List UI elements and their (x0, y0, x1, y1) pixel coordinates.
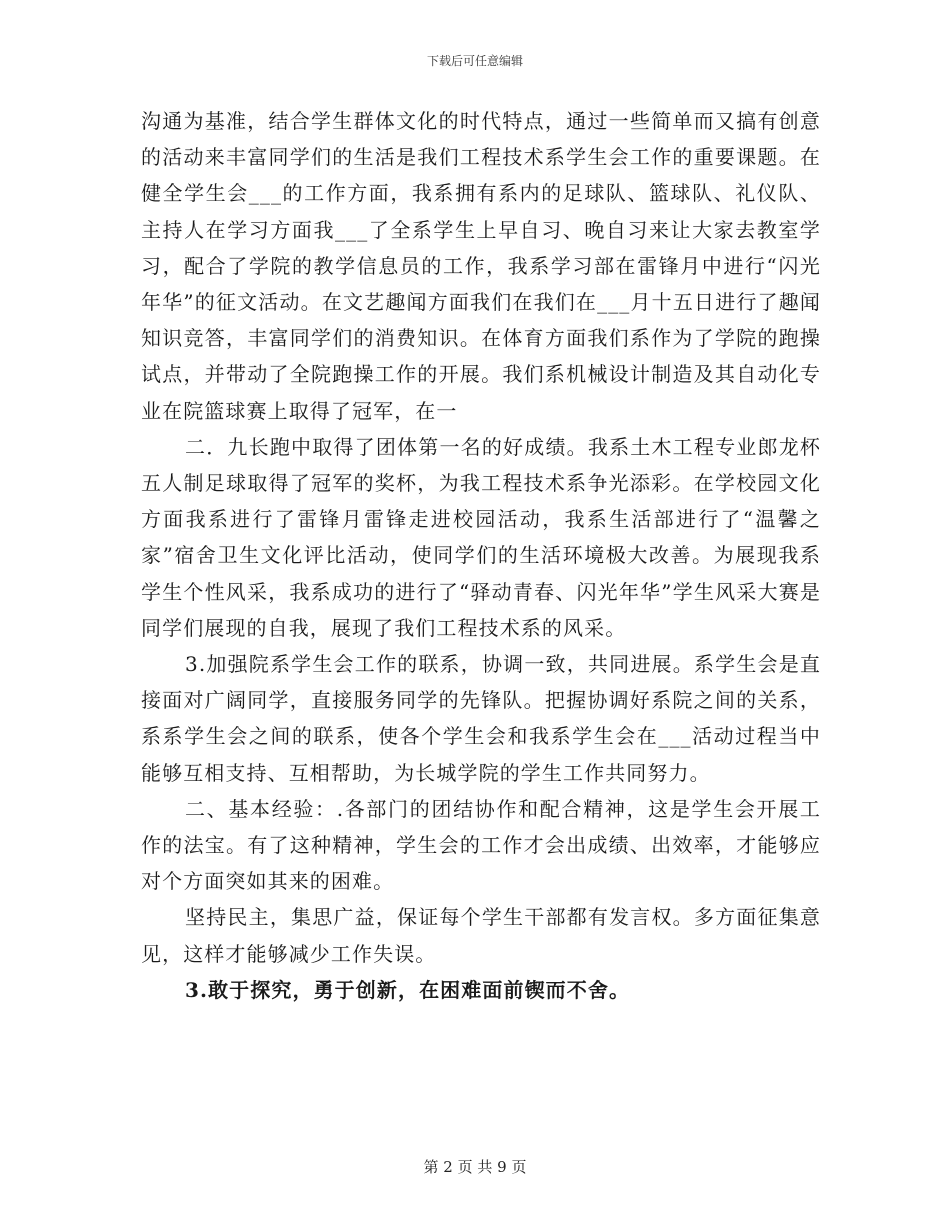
paragraph-coordination: 3.加强院系学生会工作的联系，协调一致，共同进展。系学生会是直接面对广阔同学，直接服务同学的先锋队。把握协调好系院之间的关系，系系学生会之间的联系，使各个学生会和我系学生会在___活动过程当中能够互相支持、互相帮助，为长城学院的学生工作共同努力。 (141, 652, 821, 785)
page-footer: 第 2 页 共 9 页 (423, 1158, 527, 1176)
paragraph-innovation: 3.敢于探究，勇于创新，在困难面前锲而不舍。 (185, 977, 631, 1002)
document-body (141, 103, 821, 1008)
paragraph-democracy: 坚持民主，集思广益，保证每个学生干部都有发言权。多方面征集意见，这样才能够减少工作失误。 (141, 905, 821, 966)
paragraph-activities: 沟通为基准，结合学生群体文化的时代特点，通过一些简单而又搞有创意的活动来丰富同学们的生活是我们工程技术系学生会工作的重要课题。在健全学生会___的工作方面，我系拥有系内的足球队、篮球队、礼仪队、主持人在学习方面我___了全系学生上早自习、晚自习来让大家去教室学习，配合了学院的教学信息员的工作，我系学习部在雷锋月中进行“闪光年华”的征文活动。在文艺趣闻方面我们在我们在___月十五日进行了趣闻知识竞答，丰富同学们的消费知识。在体育方面我们系作为了学院的跑操试点，并带动了全院跑操工作的开展。我们系机械设计制造及其自动化专业在院篮球赛上取得了冠军，在一 (141, 109, 821, 423)
paragraph-sports-achievements: 二．九长跑中取得了团体第一名的好成绩。我系土木工程专业郎龙杯五人制足球取得了冠军的奖杯，为我工程技术系争光添彩。在学校园文化方面我系进行了雷锋月雷锋走进校园活动，我系生活部进行了“温馨之家”宿舍卫生文化评比活动，使同学们的生活环境极大改善。为展现我系学生个性风采，我系成功的进行了“驿动青春、闪光年华”学生风采大赛是同学们展现的自我，展现了我们工程技术系的风采。 (141, 434, 821, 640)
page-header: 下载后可任意编辑 (426, 54, 523, 68)
paragraph-basic-experience: 二、基本经验：.各部门的团结协作和配合精神，这是学生会开展工作的法宝。有了这种精神，学生会的工作才会出成绩、出效率，才能够应对个方面突如其来的困难。 (141, 796, 821, 894)
